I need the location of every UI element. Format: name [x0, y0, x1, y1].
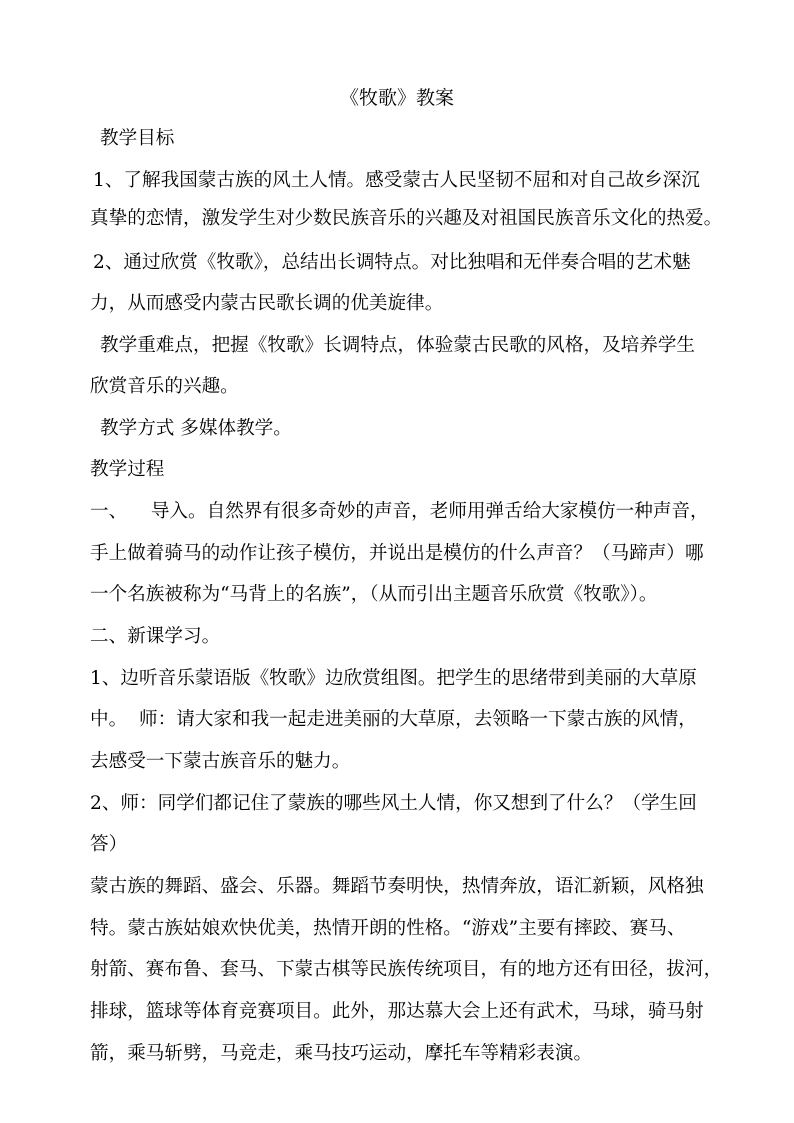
paragraph-line: 箭，乘马斩劈，马竞走，乘马技巧运动，摩托车等精彩表演。: [90, 1043, 593, 1064]
section-heading-process: 教学过程: [90, 459, 165, 480]
paragraph-line: 力，从而感受内蒙古民歌长调的优美旋律。: [90, 293, 444, 314]
section-heading-objectives: 教学目标: [100, 128, 175, 149]
paragraph-line: 射箭、赛布鲁、套马、下蒙古棋等民族传统项目，有的地方还有田径，拔河，: [90, 959, 723, 980]
paragraph-line: 排球，篮球等体育竞赛项目。此外，那达慕大会上还有武术，马球，骑马射: [90, 1001, 704, 1022]
paragraph-line: 1、边听音乐蒙语版《牧歌》边欣赏组图。把学生的思绪带到美丽的大草原: [90, 668, 697, 689]
paragraph-line: 答）: [90, 834, 128, 855]
paragraph-line: 欣赏音乐的兴趣。: [90, 376, 239, 397]
paragraph-line: 一个名族被称为“马背上的名族”，（从而引出主题音乐欣赏《牧歌》）。: [90, 584, 658, 605]
paragraph-line: 去感受一下蒙古族音乐的魅力。: [90, 751, 351, 772]
paragraph-line: 中。 师：请大家和我一起走进美丽的大草原，去领略一下蒙古族的风情，: [90, 709, 697, 730]
paragraph-line: 教学方式 多媒体教学。: [100, 418, 292, 439]
paragraph-line: 1、了解我国蒙古族的风土人情。感受蒙古人民坚韧不屈和对自己故乡深沉: [93, 170, 700, 191]
paragraph-line: 2、师：同学们都记住了蒙族的哪些风土人情，你又想到了什么？（学生回: [90, 793, 697, 814]
section-heading-new-lesson: 二、新课学习。: [90, 626, 221, 647]
paragraph-line: 2、通过欣赏《牧歌》，总结出长调特点。对比独唱和无伴奏合唱的艺术魅: [93, 252, 691, 273]
paragraph-line: 教学重难点，把握《牧歌》长调特点，体验蒙古民歌的风格，及培养学生: [100, 335, 696, 356]
document-title: 《牧歌》教案: [339, 87, 454, 109]
paragraph-line: 手上做着骑马的动作让孩子模仿，并说出是模仿的什么声音？（马蹄声）哪: [90, 543, 704, 564]
paragraph-line: 真挚的恋情，激发学生对少数民族音乐的兴趣及对祖国民族音乐文化的热爱。: [90, 208, 723, 229]
paragraph-line: 一、 导入。自然界有很多奇妙的声音，老师用弹舌给大家模仿一种声音，: [90, 501, 709, 522]
paragraph-line: 特。蒙古族姑娘欢快优美，热情开朗的性格。“游戏”主要有摔跤、赛马、: [90, 918, 686, 939]
paragraph-line: 蒙古族的舞蹈、盛会、乐器。舞蹈节奏明快，热情奔放，语汇新颖，风格独: [90, 876, 704, 897]
